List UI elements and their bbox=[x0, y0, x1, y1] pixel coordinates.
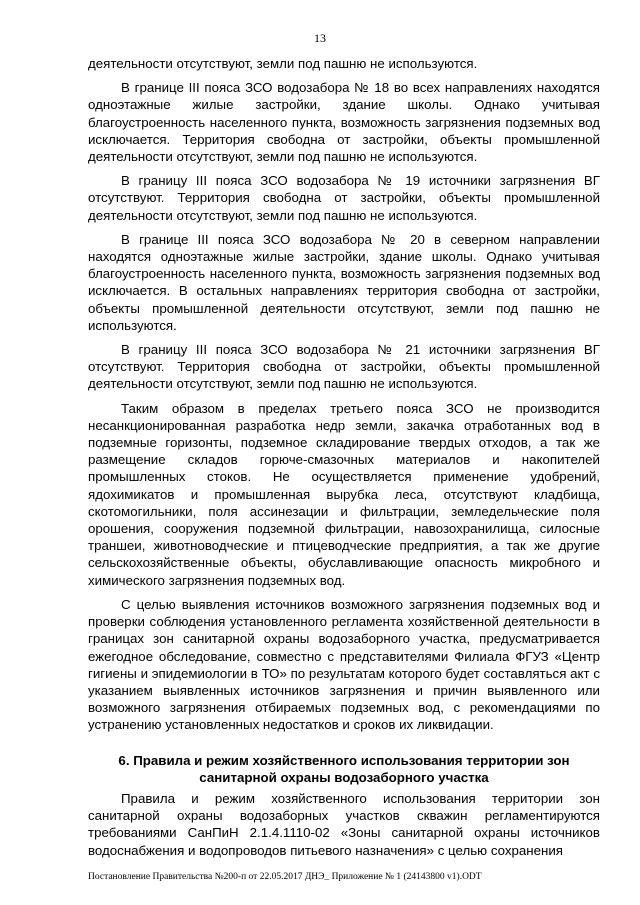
section-heading: 6. Правила и режим хозяйственного использования территории зон санитарной охраны водозаборного участка bbox=[118, 752, 570, 785]
paragraph-zone-19: В границу III пояса ЗСО водозабора № 19 источники загрязнения ВГ отсутствуют. Территория свободна от застройки, объекты промышленной деятельности отсутствуют, земли под пашню не используются. bbox=[88, 173, 600, 223]
paragraph-zone-21: В границу III пояса ЗСО водозабора № 21 источники загрязнения ВГ отсутствуют. Территория свободна от застройки, объекты промышленной деятельности отсутствуют, земли под пашню не используются. bbox=[88, 342, 600, 392]
paragraph-summary: Таким образом в пределах третьего пояса ЗСО не производится несанкционированная разработка недр земли, закачка отработанных вод в подземные горизонты, подземное складирование твердых отходов, а так же размещение складов горюче-смазочных материалов и накопителей промышленных стоков. Не осуществляется применение удобрений, ядохимикатов и промышленная вырубка леса, отсутствуют кладбища, скотомогильники, поля ассинезации и фильтрации, земледельческие поля орошения, сооружения подземной фильтрации, навозохранилища, силосные траншеи, животноводческие и птицеводческие предприятия, а так же другие сельскохозяйственные объекты, обуславливающие опасность микробного и химического загрязнения подземных вод. bbox=[88, 400, 600, 588]
page-footer: Постановление Правительства №200-п от 22.05.2017 ДНЭ_ Приложение № 1 (24143800 v1).ODT bbox=[88, 872, 482, 882]
paragraph-inspection: С целью выявления источников возможного загрязнения подземных вод и проверки соблюдения установленного регламента хозяйственной деятельности в границах зон санитарной охраны водозаборного участка, предусматривается ежегодное обследование, совместно с представителями Филиала ФГУЗ «Центр гигиены и эпидемиологии в ТО» по результатам которого будет составляться акт с указанием выявленных источников загрязнения и причин выявленного или возможного загрязнения отбираемых подземных вод, с рекомендациями по устранению установленных недостатков и сроков их ликвидации. bbox=[88, 596, 600, 733]
document-body bbox=[88, 55, 600, 866]
paragraph-zone-18: В границе III пояса ЗСО водозабора № 18 во всех направлениях находятся одноэтажные жилые застройки, здание школы. Однако учитывая благоустроенность населенного пункта, возможность загрязнения подземных вод исключается. Территория свободна от застройки, объекты промышленной деятельности отсутствуют, земли под пашню не используются. bbox=[88, 80, 600, 165]
paragraph-zone-20: В границе III пояса ЗСО водозабора № 20 в северном направлении находятся одноэтажные жилые застройки, здание школы. Однако учитывая благоустроенность населенного пункта, возможность загрязнения подземных вод исключается. В остальных направлениях территория свободна от застройки, объекты промышленной деятельности отсутствуют, земли под пашню не используются. bbox=[88, 231, 600, 333]
paragraph-continuation: деятельности отсутствуют, земли под пашню не используются. bbox=[88, 56, 478, 71]
page-number: 13 bbox=[314, 31, 326, 45]
paragraph-rules: Правила и режим хозяйственного использования территории зон санитарной охраны водозаборных участков скважин регламентируются требованиями СанПиН 2.1.4.1110-02 «Зоны санитарной охраны источников водоснабжения и водопроводов питьевого назначения» с целью сохранения bbox=[88, 790, 600, 858]
